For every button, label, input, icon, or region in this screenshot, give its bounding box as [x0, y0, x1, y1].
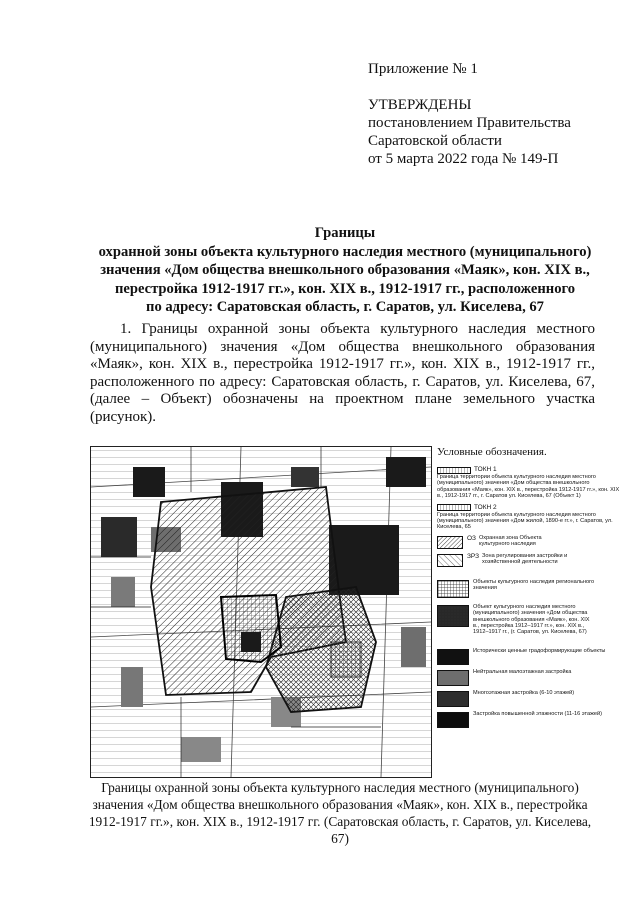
approval-line-2: Саратовской области — [368, 133, 502, 149]
legend-item — [437, 690, 622, 707]
legend-item — [437, 579, 622, 598]
legend-text: Застройка повышенной этажности (11-16 этажей) — [473, 710, 602, 717]
caption-line-1: Границы охранной зоны объекта культурного наследия местного (муниципального) — [101, 780, 579, 795]
historic-objects-swatch-icon — [437, 649, 469, 665]
legend-item — [437, 553, 622, 567]
legend-label: ОЗ — [467, 534, 476, 542]
caption-line-2: значения «Дом общества внешкольного образования «Маяк», кон. XIX в., перестройка — [92, 797, 588, 812]
zrz-hatch-swatch-icon — [437, 554, 463, 567]
legend-text: Граница территории объекта культурного наследия местного (муниципального) значения «Дом жилой, 1890-е гг.», г. Саратов, ул. Киселева, 65 — [437, 511, 613, 531]
title-line-3: значения «Дом общества внешкольного образования «Маяк», кон. XIX в., — [100, 262, 590, 278]
legend-text: Объект культурного наследия местного (муниципального) значения «Дом общества внешкольного образования «Маяк», кон. XIX в., перестройка 1912–1917 гг.», кон. XIX в., 1912–1917 гг., (г. Саратов, ул. Киселева, 67) — [473, 603, 590, 636]
title-line-2: охранной зоны объекта культурного наследия местного (муниципального) — [98, 243, 592, 260]
site-plan-map — [90, 446, 432, 778]
map-legend — [437, 446, 622, 732]
legend-text: Зона регулирования застройки и хозяйственной деятельности — [482, 552, 568, 566]
legend-title: Условные обозначения. — [437, 446, 547, 458]
tokn2-swatch-icon — [437, 504, 471, 511]
site-plan-svg — [91, 447, 431, 777]
legend-item — [437, 711, 622, 728]
high-rise-swatch-icon — [437, 712, 469, 728]
multi-storey-swatch-icon — [437, 691, 469, 707]
approval-line-1: постановлением Правительства — [368, 115, 571, 131]
legend-item — [437, 504, 622, 531]
legend-item — [437, 648, 622, 665]
legend-item — [437, 669, 622, 686]
approval-block — [368, 60, 618, 168]
legend-label: ТОКН 1 — [474, 466, 497, 473]
low-rise-swatch-icon — [437, 670, 469, 686]
legend-text: Исторически ценные градоформирующие объекты — [473, 647, 606, 654]
title-line-5: по адресу: Саратовская область, г. Саратов, ул. Киселева, 67 — [146, 299, 544, 315]
caption-line-3: 1912-1917 гг.», кон. XIX в., 1912-1917 гг. (Саратовская область, г. Саратов, ул. Киселева, 67) — [88, 814, 592, 846]
legend-item — [437, 466, 622, 500]
legend-item — [437, 604, 622, 636]
approved-heading: УТВЕРЖДЕНЫ — [368, 97, 472, 113]
legend-label: ТОКН 2 — [474, 503, 497, 511]
legend-text: Объекты культурного наследия регионального значения — [473, 578, 595, 592]
approval-line-3: от 5 марта 2022 года № 149-П — [368, 151, 559, 167]
regional-heritage-swatch-icon — [437, 580, 469, 598]
legend-text: Многоэтажная застройка (6-10 этажей) — [473, 689, 575, 696]
oz-hatch-swatch-icon — [437, 536, 463, 549]
body-paragraph: 1. Границы охранной зоны объекта культурного наследия местного (муниципального) значения «Дом общества внешкольного образования «Маяк», кон. XIX в., перестройка 1912-1917 гг.», кон. XIX в., 1912-1917 гг., расположенного по адресу: Саратовская область, г. Саратов, ул. Киселева, 67, (далее – Объект) обозначены на проектном плане земельного участка (рисунок). — [90, 321, 595, 425]
legend-label: ЗРЗ — [467, 552, 480, 560]
legend-text: Нейтральная малоэтажная застройка — [473, 668, 572, 675]
legend-item — [437, 535, 622, 549]
object-heritage-swatch-icon — [437, 605, 469, 627]
title-line-4: перестройка 1912-1917 гг.», кон. XIX в., 1912-1917 гг., расположенного — [114, 280, 576, 297]
title-line-1: Границы — [314, 225, 376, 241]
document-title — [70, 224, 620, 317]
annex-number: Приложение № 1 — [368, 61, 478, 77]
figure-caption — [80, 779, 600, 847]
tokn1-swatch-icon — [437, 467, 471, 474]
legend-text: Охранная зона Объекта культурного наследия — [478, 534, 542, 548]
legend-text: Граница территории объекта культурного наследия местного (муниципального) значения «Дом общества внешкольного образования «Маяк», кон. XIX в., перестройка 1912-1917 гг.», кон. XIX в., 1912-1917 гг., г. Саратов ул. Киселева, 67 (Объект 1) — [437, 474, 620, 500]
